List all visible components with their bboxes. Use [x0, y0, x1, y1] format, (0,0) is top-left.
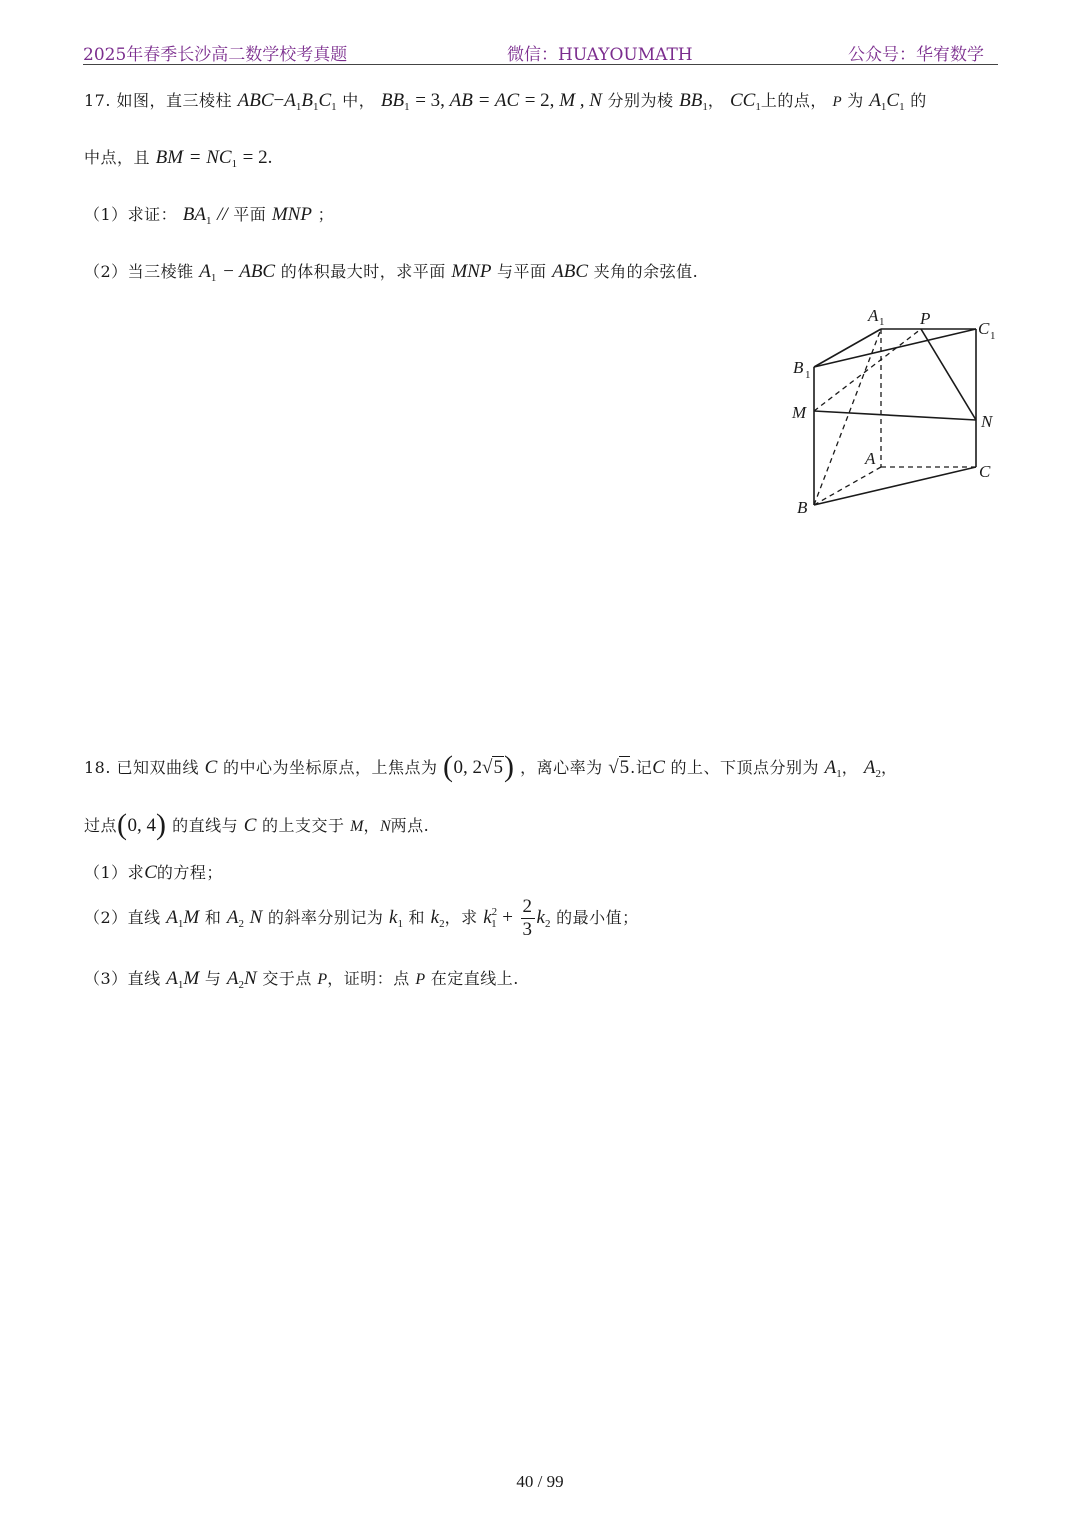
label-n: N	[981, 412, 993, 431]
dot: .	[267, 147, 273, 168]
label-p: P	[920, 309, 931, 328]
sub-2: 2	[439, 918, 445, 930]
p2-he: 和	[204, 908, 222, 927]
q18-p3: （3）直线	[84, 969, 161, 988]
q17-b1: B	[301, 90, 313, 111]
end-1: ，	[880, 758, 898, 777]
sub-1: 1	[702, 101, 708, 113]
q18-number: 18.	[84, 758, 111, 777]
sub-1: 1	[210, 272, 217, 284]
comma: ，	[707, 91, 725, 110]
q18-c3: C	[243, 815, 257, 836]
q18-p2-a1: A	[166, 907, 178, 928]
sub-1: 1	[899, 101, 905, 113]
q17-ba1: BA	[182, 204, 206, 225]
label-c1: C	[978, 319, 990, 338]
q18-p2-m: M	[183, 907, 200, 928]
q18-p3-a1: A	[166, 968, 178, 989]
q18-p1: （1）求	[84, 863, 145, 882]
p2-he2: 和	[408, 908, 426, 927]
q18-l2-b: 的直线与	[172, 816, 239, 835]
q18-p3-end: 在定直线上.	[430, 969, 519, 988]
paren-close: )	[156, 808, 167, 841]
p3-yu: 与	[204, 969, 222, 988]
sub-1: 1	[836, 768, 842, 780]
edge-bc	[814, 467, 976, 505]
sub-1: 1	[312, 101, 319, 113]
q18-t4: .记	[630, 758, 653, 777]
q17-p2-a1: A	[199, 261, 211, 282]
q17-line-1	[84, 88, 927, 113]
q18-p3-p: P	[317, 971, 328, 988]
sup-2: 2	[491, 906, 498, 918]
q17-part-1	[84, 202, 334, 227]
page-header	[83, 38, 998, 65]
q18-p2-end: 的最小值；	[556, 908, 639, 927]
paren-open: (	[443, 750, 454, 783]
q18-n: N	[379, 818, 391, 835]
q18-p3-n: N	[244, 968, 257, 989]
label-a: A	[865, 449, 876, 468]
q18-focus-sqrt: 5	[493, 757, 503, 778]
label-a1: A	[868, 306, 879, 325]
sub-2: 2	[544, 918, 551, 930]
sep: ，	[841, 758, 859, 777]
q18-l2-e: 两点.	[390, 816, 430, 835]
q17-mnp: MNP	[271, 204, 312, 225]
q17-p2-mnp: MNP	[451, 261, 492, 282]
q17-cc1: CC	[729, 90, 756, 111]
q17-bm: BM	[155, 147, 184, 168]
segment-mp	[814, 329, 921, 411]
q17-p2-mid2: 与平面	[497, 262, 547, 281]
q18-t1: 已知双曲线	[116, 758, 200, 777]
header-account: 公众号：华宥数学	[848, 45, 984, 65]
q18-p3-t2: ，证明：点	[327, 969, 410, 988]
sub-1: 1	[177, 979, 184, 991]
label-a1-sub: 1	[879, 316, 885, 328]
q18-p3-a2: A	[226, 968, 239, 989]
q17-p2-label: （2）当三棱锥	[84, 262, 194, 281]
q18-p1-c: C	[144, 862, 157, 883]
p1-end: ；	[317, 205, 335, 224]
sub-1: 1	[404, 101, 410, 113]
label-b1: B	[793, 358, 804, 377]
q17-p1-label: （1）求证：	[84, 205, 178, 224]
q17-p2-abc2: ABC	[552, 261, 589, 282]
label-c1-sub: 1	[990, 330, 996, 342]
sub-1: 1	[177, 918, 184, 930]
sub-1: 1	[397, 918, 403, 930]
q18-part-1	[84, 860, 223, 884]
q17-line2-a: 中点，且	[84, 148, 151, 167]
segment-pn	[921, 329, 976, 420]
q18-line-2	[84, 808, 429, 842]
q18-part-3	[84, 966, 519, 991]
plus: +	[502, 907, 513, 928]
sub-1: 1	[206, 215, 212, 227]
q18-t2: 的中心为坐标原点，上焦点为	[222, 758, 438, 777]
l2-d: ，	[363, 816, 380, 835]
q17-p2-mid: 的体积最大时，求平面	[280, 262, 446, 281]
q17-p: P	[832, 94, 842, 110]
q17-shang: 上的点，	[760, 91, 827, 110]
q18-p2-n: N	[249, 907, 263, 928]
sub-1: 1	[295, 101, 302, 113]
q17-p2-abc: − ABC	[221, 261, 276, 282]
header-wechat: 微信：HUAYOUMATH	[507, 45, 693, 65]
q18-t5: 的上、下顶点分别为	[670, 758, 820, 777]
edge-b1a1	[814, 329, 881, 367]
label-b1-sub: 1	[805, 369, 811, 381]
q17-part-2	[84, 259, 698, 284]
q17-c1: C	[318, 90, 332, 111]
q18-p2: （2）直线	[84, 908, 161, 927]
q17-prism: ABC	[237, 90, 274, 111]
q18-l2-a: 过点	[84, 816, 118, 835]
q18-l2-c: 的上支交于	[262, 816, 345, 835]
q17-eq-nc: = NC	[188, 147, 232, 168]
q17-a1c1-c: C	[886, 90, 900, 111]
den: 3	[522, 919, 533, 940]
sub-1: 1	[491, 918, 497, 930]
q17-p1-plane: 平面	[233, 205, 267, 224]
q18-t3: ，离心率为	[520, 758, 603, 777]
q17-bb1: BB	[380, 90, 405, 111]
k: k	[483, 907, 492, 928]
q18-a2: A	[863, 757, 876, 778]
q18-p2-a2: A	[226, 907, 239, 928]
label-c: C	[979, 462, 991, 481]
q17-mn: M , N	[559, 90, 602, 111]
q18-focus-a: 0, 2	[453, 757, 483, 778]
q17-de: 的	[910, 91, 927, 110]
q18-point: 0, 4	[127, 815, 157, 836]
q17-p2-end: 夹角的余弦值.	[593, 262, 699, 281]
sub-1: 1	[231, 158, 238, 170]
sub-1: 1	[331, 101, 337, 113]
q17-bb1-b: BB	[679, 90, 703, 111]
label-b: B	[797, 498, 808, 517]
q17-a1c1-a: A	[869, 90, 881, 111]
q18-p3-m: M	[183, 968, 200, 989]
q18-line-1: 18. 已知双曲线 C 的中心为坐标原点，上焦点为 (0, 2√5) ，离心率为 √5.记C 的上、下顶点分别为 $A_1$， $A_2$，	[84, 750, 898, 783]
q18-p3-p2: P	[415, 971, 426, 988]
q18-p3-t: 交于点	[262, 969, 312, 988]
header-title: 2025年春季长沙高二数学校考真题	[83, 45, 348, 65]
q17-line-2	[84, 145, 272, 170]
fraction-two-thirds	[521, 896, 535, 941]
q17-eq3: = 3,	[415, 90, 450, 111]
q17-eq-2: = 2	[242, 147, 268, 168]
segment-mn	[814, 411, 976, 420]
q18-a1: A	[824, 757, 837, 778]
q17-eq2: = 2,	[524, 90, 560, 111]
sub-2: 2	[875, 768, 881, 780]
segment-ba1	[814, 329, 881, 505]
num: 2	[522, 896, 533, 917]
paren-close: )	[503, 750, 515, 783]
q18-c2: C	[652, 757, 665, 778]
sub-2: 2	[238, 979, 245, 991]
q17-number: 17.	[84, 91, 111, 110]
q18-c: C	[204, 757, 218, 778]
edge-b1c1	[814, 329, 976, 367]
q17-fenbie: 分别为棱	[607, 91, 674, 110]
edge-ab	[814, 467, 881, 505]
q18-ecc-sqrt: 5	[619, 757, 630, 778]
q18-part-2	[84, 896, 639, 941]
sub-1: 1	[880, 101, 887, 113]
q18-p2-qiu: ，求	[444, 908, 478, 927]
q18-p1-end: 的方程；	[156, 863, 223, 882]
k: k	[430, 907, 440, 928]
sub-1: 1	[755, 101, 761, 113]
sub-2: 2	[238, 918, 245, 930]
parallel-symbol: //	[217, 204, 228, 225]
prism-diagram	[780, 300, 1010, 530]
prism-figure	[780, 300, 1010, 530]
label-m: M	[792, 403, 807, 422]
q18-m: M	[350, 818, 364, 835]
paren-open: (	[117, 808, 128, 841]
q17-minus: −	[273, 90, 285, 111]
q18-p2-t: 的斜率分别记为	[267, 908, 384, 927]
q17-zhong: 中，	[342, 91, 376, 110]
q17-intro: 如图，直三棱柱	[116, 91, 233, 110]
q17-wei: 为	[847, 91, 864, 110]
page-number: 40 / 99	[516, 1472, 564, 1491]
q17-a1: A	[284, 90, 296, 111]
k: k	[536, 907, 545, 928]
q17-ab-ac: AB = AC	[449, 90, 520, 111]
k: k	[389, 907, 398, 928]
